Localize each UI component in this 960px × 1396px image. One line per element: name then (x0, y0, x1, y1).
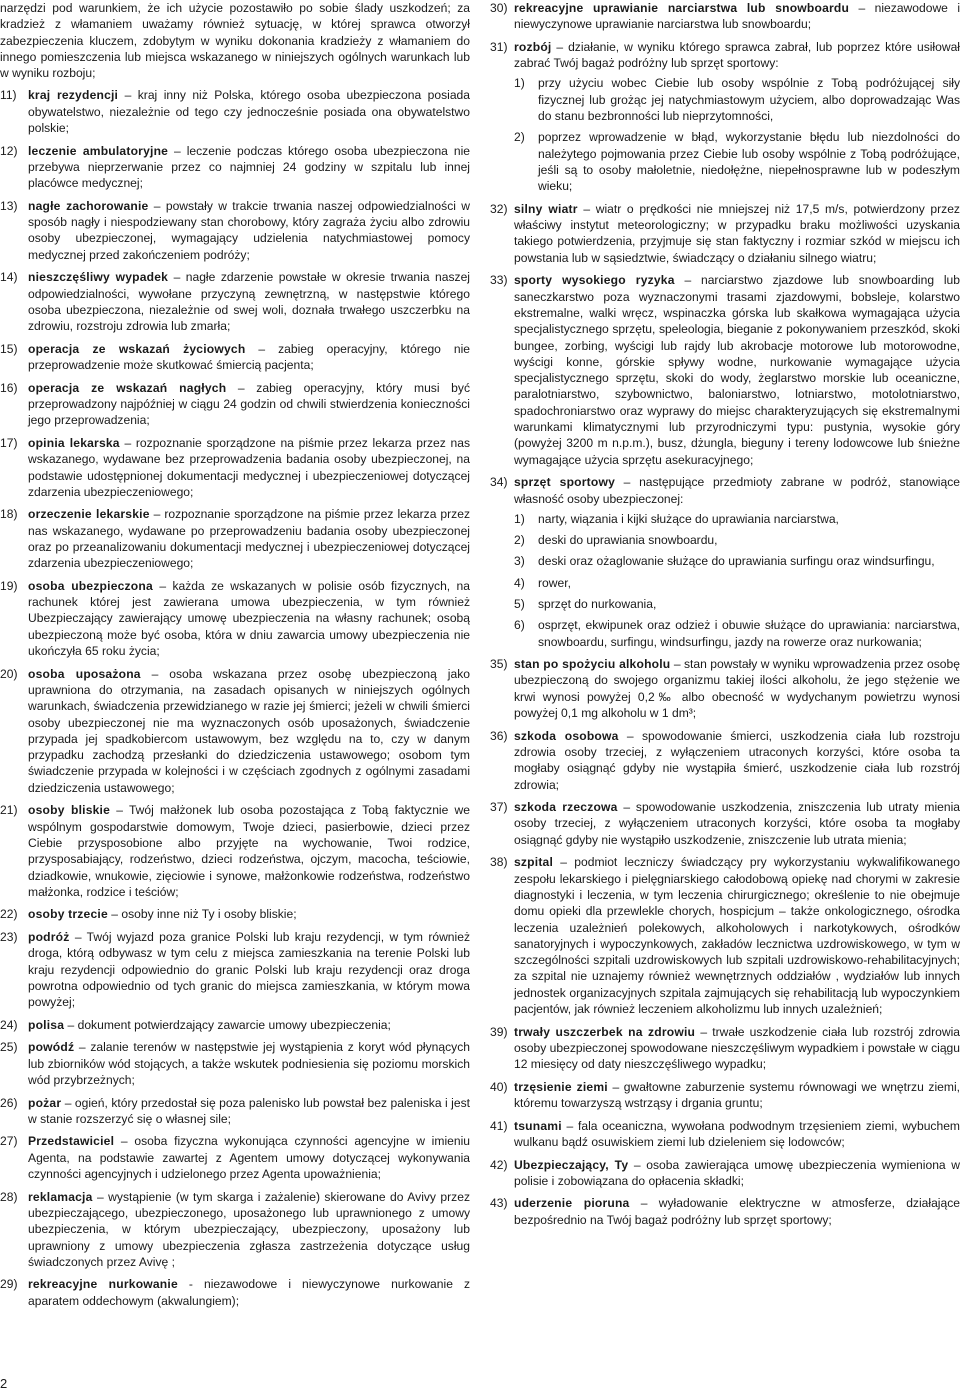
definition-item (0, 1189, 470, 1270)
definition-text: – osoba wskazana przez osobę ubezpieczoną jako uprawniona do otrzymania, na zasadach opisanych w niniejszych ogólnych warunkach, świadczenia przewidzianego w razie jej śmierci; jeżeli w chwili śmierci osoby ubezpieczonej nie ma wyznaczonych osób uposażonych, świadczenie przypada jej spadkobiercom ustawowym, bez względu na to, czy w danym przypadku zachodzą przesłanki do dziedziczenia ustawowego; osobom tym świadczenie przypada w kolejności i w częściach zgodnych z ogólnymi zasadami dziedziczenia ustawowego; (28, 666, 470, 795)
definition-number: 26) (0, 1095, 18, 1110)
definition-item (0, 87, 470, 136)
definition-number: 16) (0, 380, 18, 395)
definition-body (514, 474, 960, 507)
definition-term: szkoda osobowa (514, 728, 619, 743)
sub-item (514, 532, 960, 548)
definition-text: – narciarstwo zjazdowe lub snowboarding lub saneczkarstwo poza wyznaczonymi trasami zjazdowymi, bobsleje, kolarstwo ekstremalne, walki wręcz, wspinaczka górska lub skałkowa wymagająca użycia specjalistycznego sprzętu, speleologia, bieganie z pokonywaniem przeszkód, skoki bungee, zorbing, wyścigi lub rajdy lub akrobacje motorowe lub motorowodne, wyścigi konne, górskie spływy wodne, nurkowanie wymagające użycia specjalistycznego sprzętu, skoki do wody, żeglarstwo morskie lub oceaniczne, paralotniarstwo, szybownictwo, baloniarstwo, lotniarstwo, motolotniarstwo, spadochroniarstwo oraz wyprawy do miejsc charakteryzujących się ekstremalnymi warunkami klimatycznymi lub przyrodniczymi typu: pustynia, wysokie góry (powyżej 3200 m n.p.m.), busz, dżungla, bieguny i tereny lodowcowe lub śnieżne wymagające użycia sprzętu asekuracyjnego; (514, 273, 960, 467)
definition-term: leczenie ambulatoryjne (28, 143, 169, 158)
definition-text: – zabieg operacyjny, którego nie przeprowadzenie może skutkować śmiercią pacjenta; (28, 341, 471, 373)
sub-item (514, 617, 960, 650)
definition-term: rekreacyjne nurkowanie (28, 1277, 178, 1292)
definition-term: Przedstawiciel (28, 1134, 115, 1149)
definition-text: – zabieg operacyjny, który musi być przeprowadzony najpóźniej w ciągu 24 godzin od chwili stwierdzenia konieczności jego przeprowadzenia; (28, 380, 471, 428)
definition-number: 20) (0, 666, 18, 681)
definition-text: – działanie, w wyniku którego sprawca zabrał, lub poprzez które usiłował zabrać Twój bagaż podróżny lub sprzęt sportowy: (514, 39, 960, 71)
definition-body (28, 506, 470, 571)
definition-text: – Twój małżonek lub osoba pozostająca z Tobą faktycznie we wspólnym gospodarstwie domowym, Twoje dzieci, pasierbowie, dzieci przez Ciebie przysposobione albo przyjęte na wychowanie, Twoi rodzice, przysposabiający, rodzeństwo, dzieci rodzeństwa, ojczym, macocha, teściowie, dziadkowie, wnukowie, zięciowie i synowe, małżonkowie rodzeństwa, rodzeństwo małżonka, rodzice i teściów; (28, 803, 470, 899)
definition-number: 13) (0, 198, 18, 213)
definition-body (28, 929, 470, 1010)
definition-text: – każda ze wskazanych w polisie osób fizycznych, na rachunek której jest zawierana umowa ubezpieczenia, w tym również Ubezpieczający zawierający umowę ubezpieczenia na własny rachunek; osobą ubezpieczoną może być osoba, która w dniu zawarcia umowy ubezpieczenia nie ukończyła 65 roku życia; (28, 578, 471, 659)
definition-item (0, 198, 470, 263)
definition-item (0, 929, 470, 1010)
definition-body (514, 0, 960, 33)
definition-item (0, 1017, 470, 1033)
sub-item (514, 129, 960, 194)
definition-text: – Twój wyjazd poza granice Polski lub kraju rezydencji, w tym również droga, którą odbywasz w tym celu z miejsca zamieszkania na terenie Polski lub kraju rezydencji odpowiednio do granic Polski lub kraju rezydencji oraz droga powrotna odpowiednio od tych granic do miejsca zamieszkania, w którym mowa powyżej; (28, 930, 470, 1010)
definition-text: – następujące przedmioty zabrane w podróż, stanowiące własność osoby ubezpieczonej: (514, 475, 960, 506)
definition-text: – kraj inny niż Polska, którego osoba ubezpieczona posiada obywatelstwo, niezależnie od tego czy jednocześnie posiada ona obywatelstwo polskie; (28, 88, 470, 136)
sub-item-text: deski do uprawiania snowboardu, (538, 533, 718, 548)
definition-text: – wiatr o prędkości nie mniejszej niż 17,5 m/s, potwierdzony przez właściwy instytut meteorologiczny; w przypadku braku możliwości uzyskania takiego potwierdzenia, przyjmuje się stan faktyczny i rozmiar szkód w miejscu ich powstania lub w sąsiedztwie, świadczący o działaniu silnego wiatru; (514, 201, 960, 265)
definition-body (28, 666, 470, 796)
sub-item-text: poprzez wprowadzenie w błąd, wykorzystanie błędu lub niezdolności do należytego pojmowania przez Ciebie lub osoby wspólnie z Tobą podróżujące, jeśli są to osoby małoletnie, niedołężne, niepełnosprawne lub w podeszłym wieku; (538, 130, 960, 194)
definition-item (490, 799, 960, 848)
definition-body (514, 1118, 960, 1151)
definition-item (490, 39, 960, 195)
definition-body (28, 578, 470, 659)
definition-text: – osoby inne niż Ty i osoby bliskie; (107, 907, 297, 922)
definitions-list-right (490, 0, 960, 1228)
definition-number: 43) (490, 1196, 508, 1211)
sub-item-number: 1) (514, 511, 525, 526)
definition-item (490, 656, 960, 721)
definition-item (0, 906, 470, 922)
right-column (490, 0, 960, 1234)
definition-number: 40) (490, 1079, 508, 1094)
definition-text: – leczenie podczas którego osoba ubezpieczona nie przebywa nieprzerwanie przez co najmniej 24 godziny w szpitalu lub innej placówce medycznej; (28, 143, 470, 191)
definition-number: 36) (490, 728, 508, 743)
definition-text: – nagłe zdarzenie powstałe w okresie trwania naszej odpowiedzialności, wywołane przyczyną zewnętrzną, w następstwie którego osoba ubezpieczona, niezależnie od swej woli, doznała trwałego uszczerbku na zdrowiu, rozstroju zdrowia lub zmarła; (28, 270, 470, 334)
definition-number: 38) (490, 855, 508, 870)
definition-number: 30) (490, 1, 508, 15)
definition-item (0, 1133, 470, 1182)
definition-item (490, 728, 960, 793)
definition-text: – trwałe uszkodzenie ciała lub rozstrój zdrowia osoby ubezpieczonej spowodowane nieszczęśliwym wypadkiem i powstałe w ciągu 12 miesięcy od daty nieszczęśliwego wypadku; (514, 1024, 960, 1072)
definition-body (28, 906, 470, 922)
definition-term: podróż (28, 930, 70, 944)
definition-term: uderzenie pioruna (514, 1196, 630, 1211)
definition-item (490, 272, 960, 468)
sub-item-number: 4) (514, 575, 525, 590)
definition-body (28, 802, 470, 900)
sub-item-text: przy użyciu wobec Ciebie lub osoby wspólnie z Tobą podróżującej siły fizycznej lub grożąc jej natychmiastowym użyciem, albo doprowadzając Was do stanu bezbronności lub nieprzytomności, (538, 76, 960, 124)
definition-body (514, 1195, 960, 1228)
definition-term: rozbój (514, 39, 552, 54)
definition-number: 27) (0, 1134, 18, 1149)
definition-term: trzęsienie ziemi (514, 1079, 608, 1094)
sub-item (514, 553, 960, 569)
definition-number: 41) (490, 1118, 508, 1133)
definition-text: – rozpoznanie sporządzone na piśmie przez lekarza przez nas wskazanego, wydawane bez przeprowadzenia badania osoby ubezpieczonej, na podstawie udostępnionej dokumentacji medycznej i ubezpieczeniowej dotyczącej zdarzenia ubezpieczeniowego; (28, 435, 471, 499)
definition-item (0, 666, 470, 796)
definition-body (28, 1095, 470, 1128)
intro-paragraph: narzędzi pod warunkiem, że ich użycie pozostawiło po sobie ślady uszkodzeń; za kradzież z włamaniem uważamy również sytuację, w której sprawca otworzył zabezpieczenia kluczem, zdobytym w wyniku dokonania kradzieży z włamaniem do innego pomieszczenia lub miejsca wskazanego w niniejszych ogólnych warunkach lub w wyniku rozboju; (0, 1, 470, 81)
definition-item (490, 1195, 960, 1228)
page-number: 2 (0, 1376, 8, 1391)
sub-item-number: 2) (514, 130, 525, 145)
definition-body (514, 1079, 960, 1112)
left-column (0, 0, 470, 1315)
sub-item-text: osprzęt, ekwipunek oraz odzież i obuwie służące do uprawiania: narciarstwa, snowboardu, surfingu, windsurfingu, jazdy na rowerze oraz nurkowania; (538, 618, 960, 649)
definition-item (490, 854, 960, 1017)
definition-item (490, 1157, 960, 1190)
definition-body (28, 198, 470, 263)
definition-term: szpital (514, 855, 554, 870)
definition-text: – dokument potwierdzający zawarcie umowy ubezpieczenia; (64, 1017, 391, 1032)
definition-text: – fala oceaniczna, wywołana podwodnym trzęsieniem ziemi, wybuchem wulkanu bądź osuwiskiem ziemi lub dzieleniem się lodowców; (514, 1118, 960, 1149)
definition-number: 14) (0, 270, 18, 285)
definition-item (0, 1095, 470, 1128)
definition-text: - niezawodowe i niewyczynowe nurkowanie z aparatem oddechowym (akwalungiem); (28, 1277, 471, 1308)
definition-item (0, 802, 470, 900)
definition-term: szkoda rzeczowa (514, 800, 618, 815)
definition-number: 39) (490, 1024, 508, 1039)
definition-body (28, 143, 470, 192)
definition-body (514, 39, 960, 72)
definition-text: – rozpoznanie sporządzone na piśmie przez lekarza przez nas wskazanego, wydawane po przeprowadzeniu badania osoby ubezpieczonej oraz po przeanalizowaniu dokumentacji medycznej i ubezpieczeniowej dotyczącej zdarzenia ubezpieczeniowego; (28, 507, 470, 571)
sub-item (514, 75, 960, 124)
definition-number: 15) (0, 341, 18, 356)
definition-term: polisa (28, 1017, 65, 1032)
definition-body (28, 435, 470, 500)
definition-item (490, 201, 960, 266)
definition-number: 21) (0, 803, 18, 818)
definition-term: osoba uposażona (28, 666, 141, 681)
definition-text: – ogień, który przedostał się poza palenisko lub powstał bez paleniska i jest w stanie rozszerzyć się o własnej sile; (28, 1095, 470, 1126)
definition-term: osoby trzecie (28, 907, 108, 922)
definition-item (490, 1024, 960, 1073)
definition-body (514, 854, 960, 1017)
definition-text: – powstały w trakcie trwania naszej odpowiedzialności w sposób nagły i niespodziewany stan chorobowy, który zagraża życiu albo zdrowiu osoby ubezpieczonej, wymagający udzielenia natychmiastowej pomocy medycznej przed zakończeniem podróży; (28, 198, 470, 262)
definition-text: – wystąpienie (w tym skarga i zażalenie) skierowane do Avivy przez ubezpieczającego, ubezpieczonego, uposażonego lub uprawnionego z umowy ubezpieczenia, w którym ubezpieczający, ubezpieczony, uposażony lub uprawniony z umowy ubezpieczenia zgłasza zastrzeżenia dotyczące usług świadczonych przez Avivę ; (28, 1189, 470, 1269)
sub-item (514, 575, 960, 591)
definition-number: 37) (490, 800, 508, 815)
definition-number: 31) (490, 39, 508, 54)
definition-item (0, 506, 470, 571)
definition-item (490, 1118, 960, 1151)
sub-item-number: 5) (514, 596, 525, 611)
definition-text: – gwałtowne zaburzenie systemu równowagi we wnętrzu ziemi, któremu towarzyszą wstrząsy i drgania gruntu; (514, 1079, 960, 1111)
definition-number: 35) (490, 657, 508, 672)
definition-item (0, 269, 470, 334)
definition-item (0, 1276, 470, 1309)
definition-body (28, 1017, 470, 1033)
definition-item (0, 435, 470, 500)
definition-number: 42) (490, 1157, 508, 1172)
definition-body (28, 380, 470, 429)
definition-term: osoby bliskie (28, 803, 111, 818)
definition-term: orzeczenie lekarskie (28, 507, 150, 522)
definition-number: 18) (0, 507, 18, 522)
definition-number: 11) (0, 88, 17, 103)
definition-item (0, 578, 470, 659)
definition-term: osoba ubezpieczona (28, 578, 153, 593)
definition-term: silny wiatr (514, 201, 578, 216)
definition-body (28, 269, 470, 334)
definition-body (28, 87, 470, 136)
definition-text: – wyładowanie elektryczne w atmosferze, działające bezpośrednio na Twój bagaż podróżny lub sprzęt sportowy; (514, 1196, 960, 1227)
definition-term: nagłe zachorowanie (28, 198, 149, 213)
sub-item (514, 511, 960, 527)
sub-item-text: deski oraz ożaglowanie służące do uprawiania surfingu oraz windsurfingu, (538, 554, 935, 569)
definition-term: Ubezpieczający, Ty (514, 1157, 629, 1172)
definition-text: – osoba zawierająca umowę ubezpieczenia wymieniona w polisie i zobowiązana do opłacenia składki; (514, 1157, 960, 1188)
definition-number: 34) (490, 475, 508, 490)
definition-item (490, 1079, 960, 1112)
definition-term: pożar (28, 1095, 62, 1110)
sub-item-number: 3) (514, 554, 525, 569)
definition-number: 25) (0, 1040, 18, 1055)
definition-body (28, 1133, 470, 1182)
definition-text: – spowodowanie śmierci, uszkodzenia ciała lub rozstroju zdrowia osoby trzeciej, z wyłączeniem utraconych korzyści, które osoba ta mogłaby osiągnąć gdyby nie wystąpiła śmierć, uszkodzenie ciała lub rozstrój zdrowia; (514, 728, 960, 792)
definition-text: – niezawodowe i niewyczynowe uprawianie narciarstwa lub snowboardu; (514, 1, 960, 32)
sub-item-number: 1) (514, 76, 525, 91)
definition-item (490, 474, 960, 650)
definition-body (28, 1189, 470, 1270)
definition-body (514, 656, 960, 721)
definition-text: – podmiot leczniczy świadczący pry wykorzystaniu wykwalifikowanego zespołu lekarskiego i pielęgniarskiego całodobową opiekę nad chorymi w zakresie diagnostyki i leczenia, w tym leczenia chirurgicznego; określenie to nie obejmuje domu opieki dla przewlekle chorych, hospicjum – także onkologicznego, ośrodka leczenia uzależnień polekowych, alkoholowych i narkotykowych, ośrodków sanatoryjnych i wypoczynkowych, zakładów lecznictwa uzdrowiskowego, w tym w szczególności szpitali uzdrowiskowych lub szpitali uzdrowiskowo-rehabilitacyjnych; za szpital nie uznajemy również wewnętrznych oddziałów , wydziałów lub innych jednostek organizacyjnych szpitala zajmujących się rehabilitacją lub wypoczynkiem pacjentów, jak również leczeniem alkoholizmu lub innych uzależnień; (514, 855, 960, 1016)
definition-text: – osoba fizyczna wykonująca czynności agencyjne w imieniu Agenta, na podstawie zawartej z Agentem umowy dotyczącej wykonywania czynności agencyjnych i udzielonego przez Agenta upoważnienia; (28, 1134, 470, 1182)
sub-item (514, 596, 960, 612)
definition-number: 22) (0, 907, 18, 922)
definition-item (0, 143, 470, 192)
definition-body (28, 1276, 470, 1309)
definition-item (0, 1039, 470, 1088)
definition-number: 32) (490, 201, 508, 216)
definition-term: nieszczęśliwy wypadek (28, 270, 169, 285)
definition-number: 17) (0, 435, 18, 450)
definitions-list-left (0, 87, 470, 1309)
definition-text: – spowodowanie uszkodzenia, zniszczenia lub utraty mienia osoby trzeciej, z wyłączeniem utraconych korzyści, które osoba ta mogłaby osiągnąć gdyby nie wystąpiło uszkodzenie, zniszczenie lub utrata mienia; (514, 800, 960, 847)
definition-term: kraj rezydencji (28, 88, 119, 103)
definition-text: – stan powstały w wyniku wprowadzenia przez osobę ubezpieczoną do swojego organizmu takiej ilości alkoholu, że jego stężenie we krwi wynosi powyżej 0,2‰ albo obecność w wydychanym powietrzu wynosi powyżej 0,1 mg alkoholu w 1 dm³; (514, 657, 960, 721)
definition-term: operacja ze wskazań nagłych (28, 380, 227, 395)
sub-item-text: sprzęt do nurkowania, (538, 596, 657, 611)
definition-term: reklamacja (28, 1189, 93, 1204)
definition-term: stan po spożyciu alkoholu (514, 657, 671, 672)
definition-text: – zalanie terenów w następstwie jej wystąpienia z koryt wód płynących lub zbiorników wód stojących, a także wskutek podniesienia się poziomu morskich wód przybrzeżnych; (28, 1040, 470, 1087)
definition-term: operacja ze wskazań życiowych (28, 341, 246, 356)
definition-body (514, 799, 960, 848)
definition-number: 23) (0, 930, 18, 944)
definition-number: 29) (0, 1277, 18, 1292)
definition-term: sporty wysokiego ryzyka (514, 273, 675, 288)
definition-item (0, 341, 470, 374)
sub-item-text: rower, (538, 575, 571, 590)
definition-body (514, 1157, 960, 1190)
definition-body (514, 728, 960, 793)
definition-term: trwały uszczerbek na zdrowiu (514, 1024, 696, 1039)
definition-number: 19) (0, 578, 18, 593)
sub-item-text: narty, wiązania i kijki służące do uprawiania narciarstwa, (538, 511, 839, 526)
definition-term: rekreacyjne uprawianie narciarstwa lub snowboardu (514, 1, 850, 15)
definition-item (0, 380, 470, 429)
definition-body (514, 1024, 960, 1073)
definition-item (490, 0, 960, 33)
definition-term: powódź (28, 1040, 75, 1055)
definition-body (28, 341, 470, 374)
definition-term: tsunami (514, 1118, 562, 1133)
definition-term: opinia lekarska (28, 435, 120, 450)
sub-item-number: 6) (514, 618, 525, 633)
definition-body (514, 272, 960, 468)
definition-body (28, 1039, 470, 1088)
sub-item-number: 2) (514, 533, 525, 548)
definition-number: 33) (490, 273, 508, 288)
definition-number: 28) (0, 1189, 18, 1204)
definition-number: 24) (0, 1017, 18, 1032)
definition-term: sprzęt sportowy (514, 475, 616, 490)
definition-body (514, 201, 960, 266)
definition-number: 12) (0, 143, 18, 158)
